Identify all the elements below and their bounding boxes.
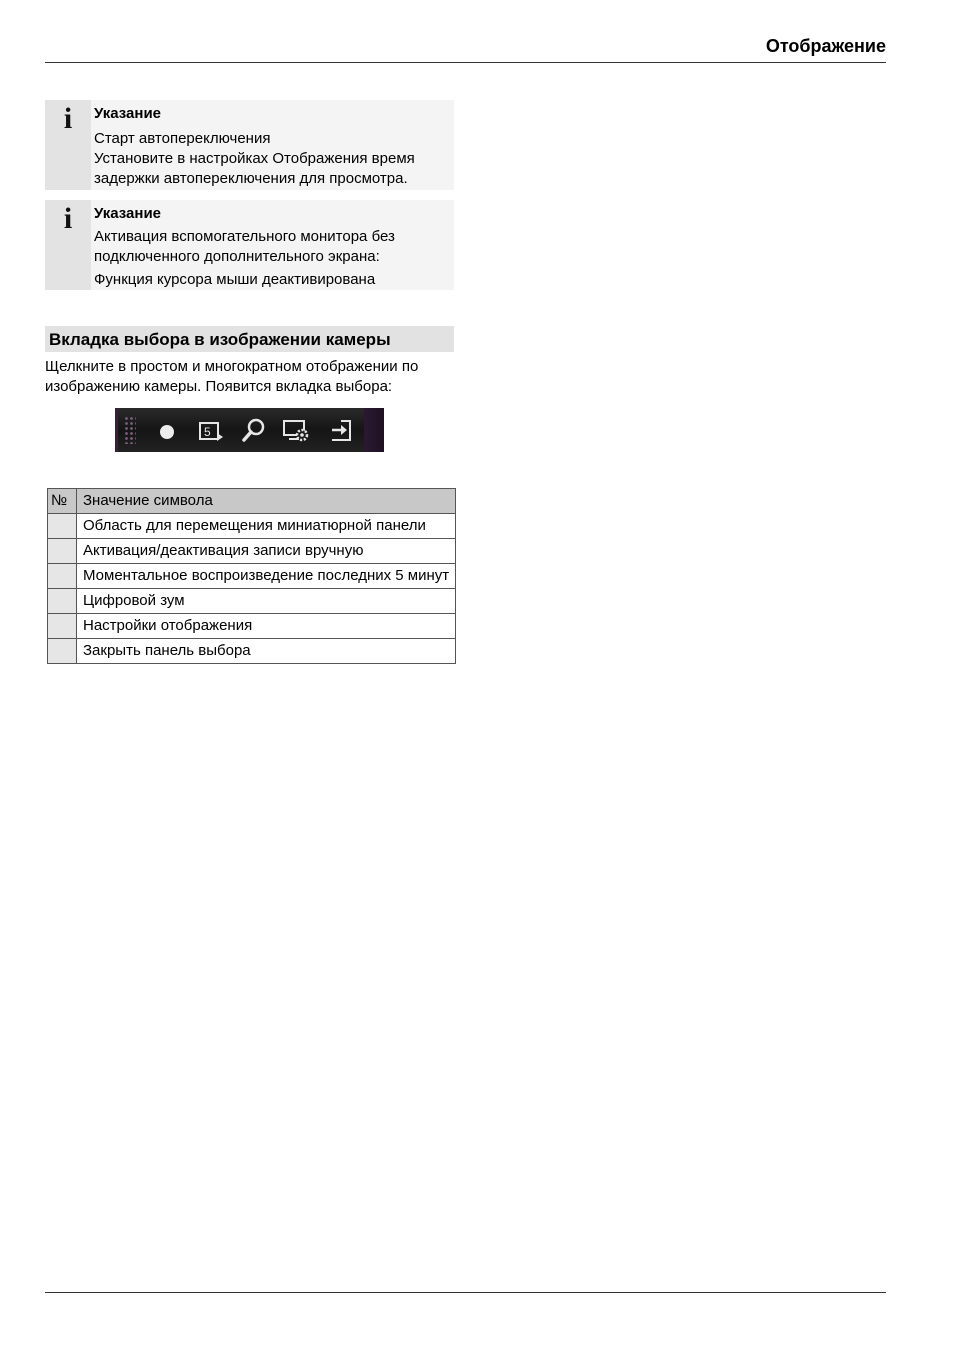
table-row (48, 614, 456, 639)
close-panel-icon[interactable] (324, 414, 356, 446)
note-text: Установите в настройках Отображения время задержки автопереключения для просмотра. (94, 150, 415, 187)
table-row (48, 639, 456, 664)
row-meaning: Область для перемещения миниатюрной панели (77, 514, 456, 539)
row-meaning: Моментальное воспроизведение последних 5 минут (77, 564, 456, 589)
playback-5min-icon[interactable] (194, 414, 226, 446)
table-row (48, 564, 456, 589)
table-row (48, 539, 456, 564)
column-header-meaning: Значение символа (77, 489, 456, 514)
row-meaning: Активация/деактивация записи вручную (77, 539, 456, 564)
info-icon: i (63, 202, 73, 235)
toolbar-end-cap (364, 408, 384, 452)
column-header-number: № (48, 489, 77, 514)
note-title: Указание (94, 105, 162, 122)
row-number (48, 514, 77, 539)
note-text: Старт автопереключения (94, 130, 271, 147)
symbol-legend-table (47, 488, 456, 664)
header-rule (45, 62, 886, 63)
info-note (45, 100, 454, 190)
row-meaning: Цифровой зум (77, 589, 456, 614)
svg-text:5: 5 (204, 425, 211, 439)
row-number (48, 639, 77, 664)
section-intro: Щелкните в простом и многократном отображении по изображению камеры. Появится вкладка выбора: (45, 358, 419, 395)
note-title: Указание (94, 205, 162, 222)
record-icon[interactable] (151, 414, 183, 446)
page-header-title: Отображение (765, 36, 886, 56)
info-note (45, 200, 454, 290)
note-text: Активация вспомогательного монитора без подключенного дополнительного экрана: (94, 228, 395, 265)
table-row (48, 514, 456, 539)
table-row (48, 589, 456, 614)
table-header-row (48, 489, 456, 514)
row-meaning: Закрыть панель выбора (77, 639, 456, 664)
footer-rule (45, 1292, 886, 1293)
row-number (48, 614, 77, 639)
row-number (48, 589, 77, 614)
row-number (48, 539, 77, 564)
zoom-icon[interactable] (237, 414, 269, 446)
row-number (48, 564, 77, 589)
selection-toolbar (115, 408, 384, 452)
row-meaning: Настройки отображения (77, 614, 456, 639)
drag-handle-icon[interactable] (124, 416, 136, 444)
section-heading: Вкладка выбора в изображении камеры (45, 326, 454, 352)
display-settings-icon[interactable] (280, 414, 312, 446)
note-text: Функция курсора мыши деактивирована (94, 271, 376, 288)
info-icon: i (63, 102, 73, 135)
